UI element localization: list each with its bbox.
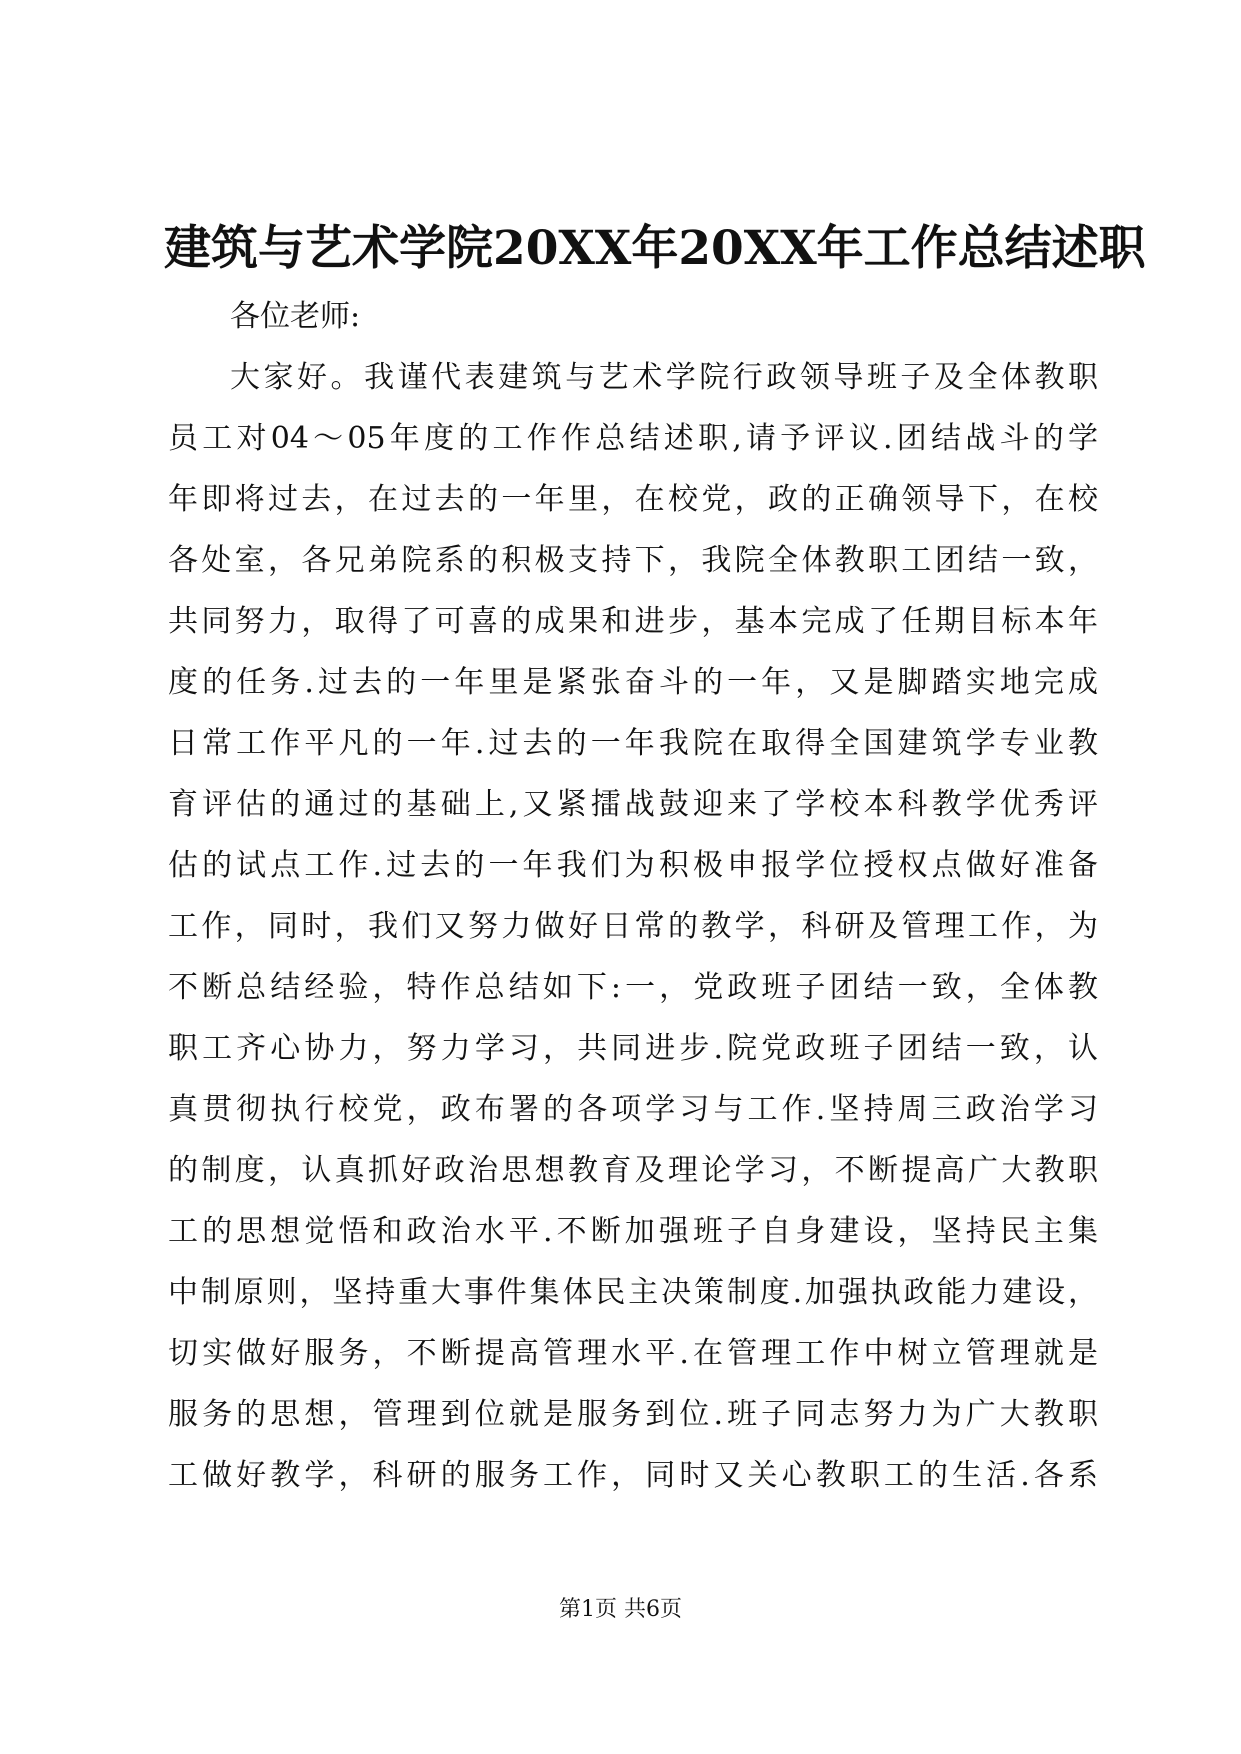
- body-line: 员工对04～05年度的工作作总结述职,请予评议.团结战斗的学: [168, 421, 1098, 456]
- document-body: [168, 286, 1098, 1506]
- body-line: 育评估的通过的基础上,又紧擂战鼓迎来了学校本科教学优秀评: [168, 787, 1098, 822]
- body-line: 真贯彻执行校党，政布署的各项学习与工作.坚持周三政治学习: [168, 1092, 1098, 1127]
- body-line: 服务的思想，管理到位就是服务到位.班子同志努力为广大教职: [168, 1397, 1098, 1432]
- document-title: 建筑与艺术学院20XX年20XX年工作总结述职: [164, 221, 1146, 276]
- body-line: 日常工作平凡的一年.过去的一年我院在取得全国建筑学专业教: [168, 726, 1098, 761]
- body-line: 切实做好服务，不断提高管理水平.在管理工作中树立管理就是: [168, 1336, 1098, 1371]
- body-line: 大家好。我谨代表建筑与艺术学院行政领导班子及全体教职: [230, 360, 1098, 395]
- body-line: 共同努力，取得了可喜的成果和进步，基本完成了任期目标本年: [168, 604, 1098, 639]
- body-line: 各处室，各兄弟院系的积极支持下，我院全体教职工团结一致，: [168, 543, 1098, 578]
- salutation: 各位老师:: [230, 299, 361, 334]
- body-line: 估的试点工作.过去的一年我们为积极申报学位授权点做好准备: [168, 848, 1098, 883]
- body-line: 职工齐心协力，努力学习，共同进步.院党政班子团结一致，认: [168, 1031, 1098, 1066]
- body-line: 中制原则，坚持重大事件集体民主决策制度.加强执政能力建设，: [168, 1275, 1098, 1310]
- body-line: 年即将过去，在过去的一年里，在校党，政的正确领导下，在校: [168, 482, 1098, 517]
- body-line: 工作，同时，我们又努力做好日常的教学，科研及管理工作，为: [168, 909, 1098, 944]
- body-line: 工做好教学，科研的服务工作，同时又关心教职工的生活.各系: [168, 1458, 1098, 1493]
- body-line: 的制度，认真抓好政治思想教育及理论学习，不断提高广大教职: [168, 1153, 1098, 1188]
- body-line: 不断总结经验，特作总结如下:一，党政班子团结一致，全体教: [168, 970, 1098, 1005]
- body-line: 工的思想觉悟和政治水平.不断加强班子自身建设，坚持民主集: [168, 1214, 1098, 1249]
- body-line: 度的任务.过去的一年里是紧张奋斗的一年，又是脚踏实地完成: [168, 665, 1098, 700]
- page-footer: 第1页 共6页: [559, 1597, 682, 1622]
